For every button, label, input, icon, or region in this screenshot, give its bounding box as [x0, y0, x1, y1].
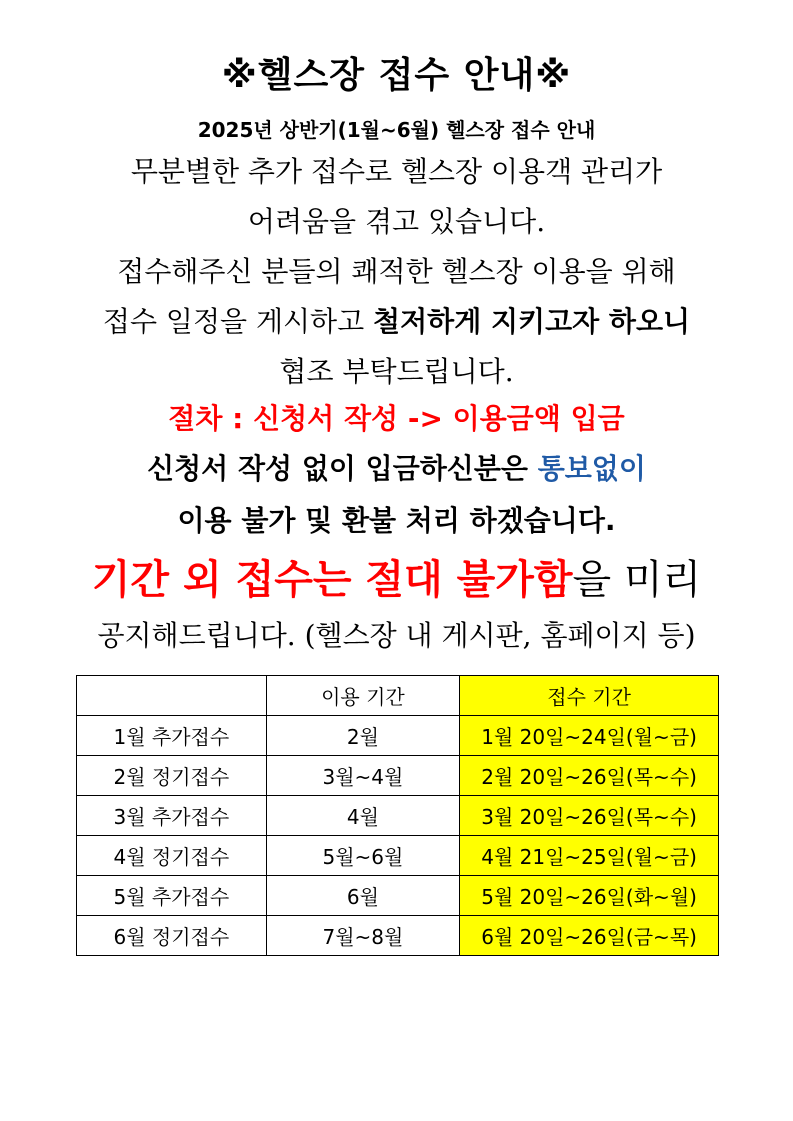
- period-warning-red: 기간 외 접수는 절대 불가함: [91, 557, 573, 603]
- table-cell-registration: 1월 20일~24일(월~금): [460, 716, 719, 756]
- table-cell-usage: 6월: [266, 876, 460, 916]
- warning-line-2: 이용 불가 및 환불 처리 하겠습니다.: [177, 504, 616, 537]
- table-cell-usage: 5월~6월: [266, 836, 460, 876]
- body-line-5: 협조 부탁드립니다.: [279, 355, 514, 388]
- body-line-1: 무분별한 추가 접수로 헬스장 이용객 관리가: [130, 155, 663, 188]
- body-line-3: 접수해주신 분들의 쾌적한 헬스장 이용을 위해: [117, 255, 676, 288]
- table-row: [77, 716, 719, 756]
- table-cell-registration: 5월 20일~26일(화~월): [460, 876, 719, 916]
- table-row: [77, 876, 719, 916]
- period-warning-line: [0, 557, 793, 603]
- table-cell-type: 4월 정기접수: [77, 836, 267, 876]
- table-cell-type: 6월 정기접수: [77, 916, 267, 956]
- table-cell-type: 1월 추가접수: [77, 716, 267, 756]
- notice-location-line: 공지해드립니다. (헬스장 내 게시판, 홈페이지 등): [97, 619, 696, 652]
- notice-title: ※헬스장 접수 안내※: [221, 55, 572, 96]
- table-cell-type: 5월 추가접수: [77, 876, 267, 916]
- body-line-4-bold: 철저하게 지키고자 하오니: [373, 305, 691, 338]
- table-header-empty: [77, 676, 267, 716]
- table-cell-usage: 3월~4월: [266, 756, 460, 796]
- table-row: [77, 836, 719, 876]
- table-cell-registration: 3월 20일~26일(목~수): [460, 796, 719, 836]
- table-cell-type: 3월 추가접수: [77, 796, 267, 836]
- table-row: [77, 916, 719, 956]
- table-cell-usage: 7월~8월: [266, 916, 460, 956]
- table-cell-usage: 4월: [266, 796, 460, 836]
- body-line-4: [0, 305, 793, 338]
- schedule-table: [76, 675, 719, 956]
- table-cell-registration: 2월 20일~26일(목~수): [460, 756, 719, 796]
- period-warning-normal: 을 미리: [572, 557, 702, 603]
- body-line-4-normal: 접수 일정을 게시하고: [102, 305, 374, 338]
- body-line-2: 어려움을 겪고 있습니다.: [247, 205, 546, 238]
- warning-line-1: [0, 452, 793, 485]
- table-cell-registration: 6월 20일~26일(금~목): [460, 916, 719, 956]
- procedure-line: 절차 : 신청서 작성 -> 이용금액 입금: [168, 402, 625, 435]
- table-cell-registration: 4월 21일~25일(월~금): [460, 836, 719, 876]
- table-header-usage-period: 이용 기간: [266, 676, 460, 716]
- warning-line-1-text: 신청서 작성 없이 입금하신분은: [147, 452, 538, 485]
- table-header-registration-period: 접수 기간: [460, 676, 719, 716]
- table-header-row: [77, 676, 719, 716]
- notice-subtitle: 2025년 상반기(1월~6월) 헬스장 접수 안내: [197, 118, 596, 142]
- table-row: [77, 796, 719, 836]
- warning-line-1-blue: 통보없이: [537, 452, 646, 485]
- table-cell-type: 2월 정기접수: [77, 756, 267, 796]
- table-cell-usage: 2월: [266, 716, 460, 756]
- table-row: [77, 756, 719, 796]
